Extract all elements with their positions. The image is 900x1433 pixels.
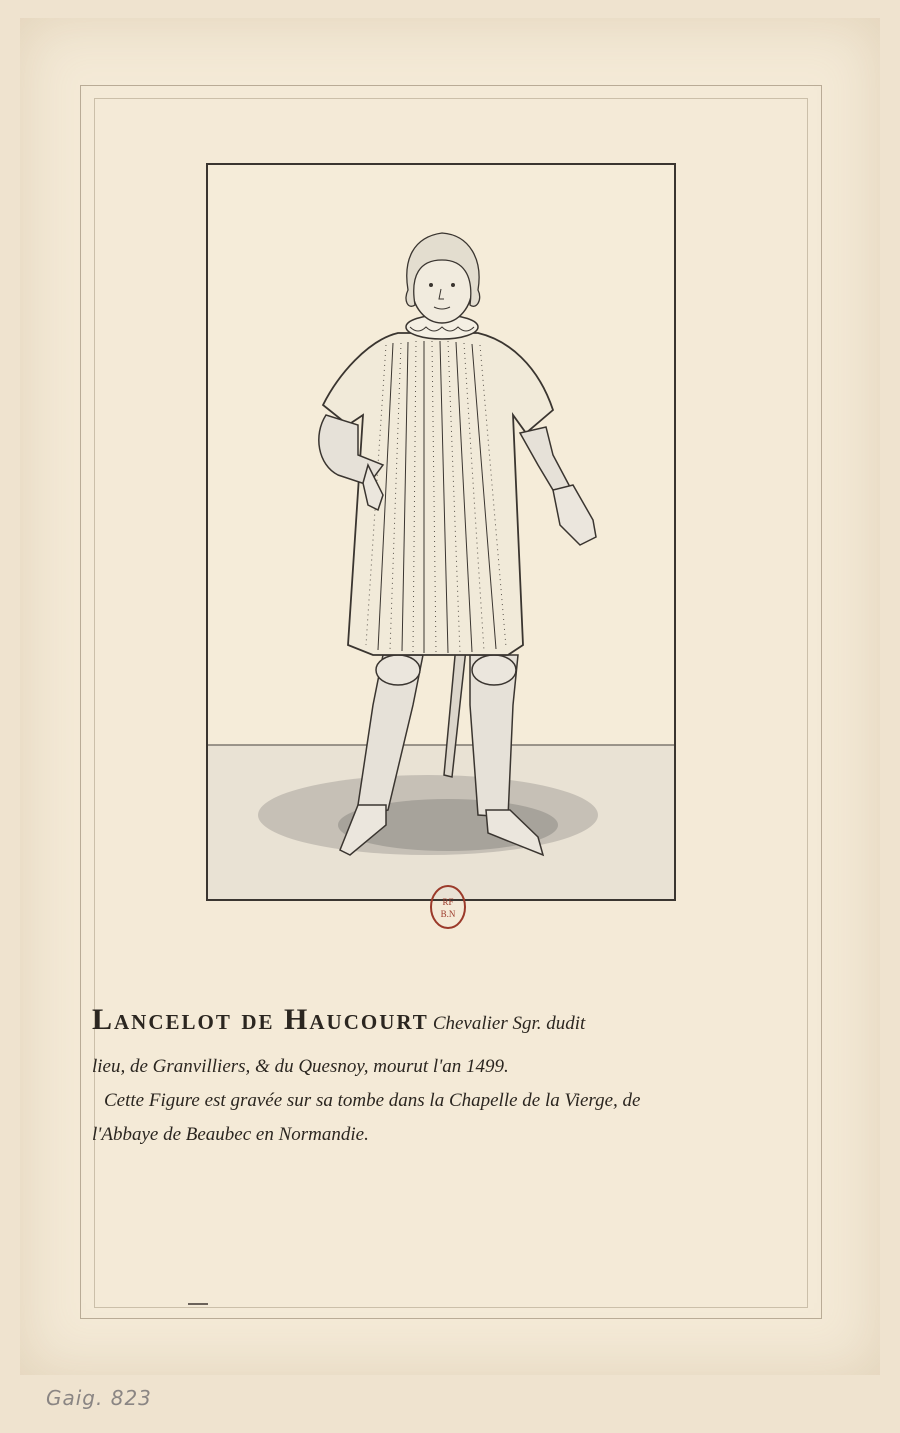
caption-title-line xyxy=(92,995,822,1050)
caption-line4: l'Abbaye de Beaubec en Normandie. xyxy=(92,1124,369,1145)
caption-line3: Cette Figure est gravée sur sa tombe dans la Chapelle de la Vierge, de xyxy=(104,1090,641,1111)
shelfmark: Gaig. 823 xyxy=(46,1386,152,1410)
right-hand xyxy=(553,485,596,545)
caption xyxy=(92,995,822,1152)
pencil-mark xyxy=(188,1303,208,1305)
caption-line1: Chevalier Sgr. dudit xyxy=(432,1013,586,1034)
striped-tunic xyxy=(323,333,553,655)
right-arm xyxy=(520,427,570,490)
library-stamp xyxy=(428,883,468,931)
subject-name: Lancelot de Haucourt xyxy=(92,1003,429,1036)
illustration-frame xyxy=(206,163,676,901)
stamp-bottom-text: B.N xyxy=(440,909,456,919)
stamp-top-text: RF xyxy=(442,897,454,907)
knight-figure-drawing xyxy=(208,165,674,899)
caption-line2: lieu, de Granvilliers, & du Quesnoy, mourut l'an 1499. xyxy=(92,1056,509,1077)
